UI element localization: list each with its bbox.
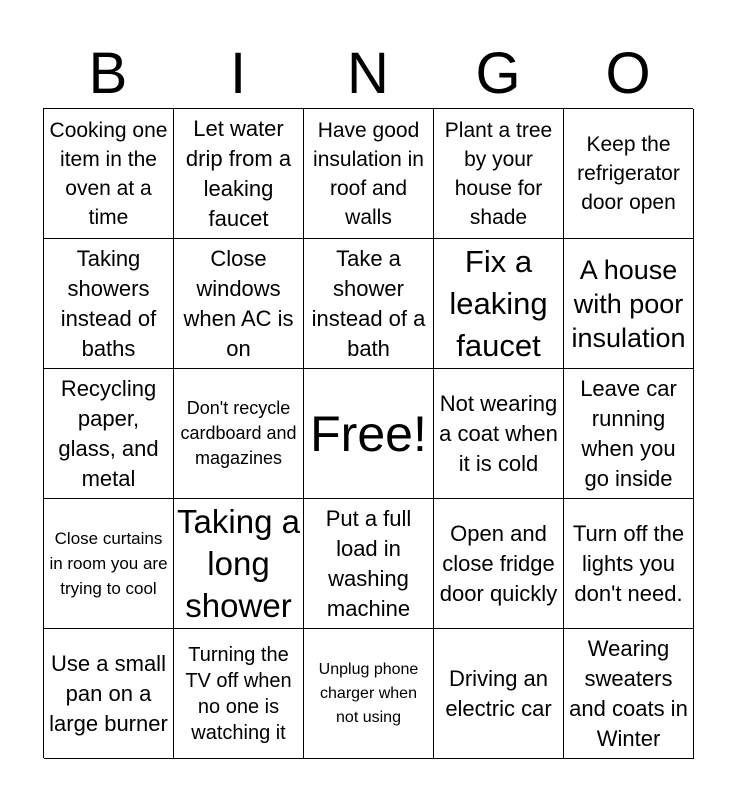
bingo-cell-r4c4[interactable] <box>434 499 564 629</box>
bingo-cell-text: Recycling paper, glass, and metal <box>58 375 159 491</box>
bingo-cell-text: Have good insulation in roof and walls <box>313 118 424 229</box>
bingo-cell-r1c3[interactable] <box>304 109 434 239</box>
bingo-cell-r5c5[interactable] <box>564 629 694 759</box>
bingo-cell-r3c5[interactable] <box>564 369 694 499</box>
bingo-cell-r1c2[interactable] <box>174 109 304 239</box>
bingo-cell-text: A house with poor insulation <box>571 254 686 353</box>
bingo-cell-r2c3[interactable] <box>304 239 434 369</box>
bingo-cell-r1c4[interactable] <box>434 109 564 239</box>
free-space-text: Free! <box>310 405 427 462</box>
bingo-cell-r3c4[interactable] <box>434 369 564 499</box>
bingo-cell-free[interactable] <box>304 369 434 499</box>
header-letter-g: G <box>475 41 521 106</box>
bingo-cell-text: Use a small pan on a large burner <box>49 650 168 736</box>
bingo-cell-text: Put a full load in washing machine <box>325 505 412 621</box>
bingo-cell-r1c1[interactable] <box>44 109 174 239</box>
bingo-cell-r2c4[interactable] <box>434 239 564 369</box>
bingo-cell-text: Don't recycle cardboard and magazines <box>180 398 297 468</box>
bingo-cell-r4c3[interactable] <box>304 499 434 629</box>
bingo-cell-r4c1[interactable] <box>44 499 174 629</box>
bingo-cell-r5c1[interactable] <box>44 629 174 759</box>
bingo-cell-text: Take a shower instead of a bath <box>311 245 426 361</box>
bingo-cell-text: Unplug phone charger when not using <box>318 660 419 726</box>
bingo-cell-text: Let water drip from a leaking faucet <box>185 115 292 231</box>
bingo-cell-text: Leave car running when you go inside <box>580 375 677 491</box>
header-letter-b: B <box>88 41 128 106</box>
bingo-cell-r5c3[interactable] <box>304 629 434 759</box>
header-letter-i: I <box>229 41 247 106</box>
bingo-cell-text: Fix a leaking faucet <box>449 243 548 363</box>
bingo-cell-text: Plant a tree by your house for shade <box>444 118 553 229</box>
bingo-cell-r4c5[interactable] <box>564 499 694 629</box>
bingo-cell-r5c2[interactable] <box>174 629 304 759</box>
bingo-header <box>43 40 693 108</box>
bingo-cell-r2c5[interactable] <box>564 239 694 369</box>
bingo-cell-text: Turning the TV off when no one is watching it <box>185 643 292 744</box>
bingo-cell-text: Taking a long shower <box>177 502 300 624</box>
bingo-cell-text: Driving an electric car <box>445 665 552 721</box>
bingo-cell-text: Close windows when AC is on <box>183 245 294 361</box>
bingo-cell-text: Wearing sweaters and coats in Winter <box>569 635 688 751</box>
bingo-cell-r3c2[interactable] <box>174 369 304 499</box>
bingo-cell-text: Close curtains in room you are trying to cool <box>49 529 168 598</box>
bingo-cell-r5c4[interactable] <box>434 629 564 759</box>
bingo-cell-r3c1[interactable] <box>44 369 174 499</box>
bingo-card-grid <box>43 108 693 758</box>
bingo-cell-text: Open and close fridge door quickly <box>439 520 558 606</box>
bingo-cell-r1c5[interactable] <box>564 109 694 239</box>
bingo-cell-text: Not wearing a coat when it is cold <box>439 390 558 476</box>
bingo-cell-text: Turn off the lights you don't need. <box>572 520 685 606</box>
header-letter-o: O <box>605 41 651 106</box>
bingo-cell-text: Taking showers instead of baths <box>60 245 157 361</box>
bingo-cell-text: Cooking one item in the oven at a time <box>49 118 168 229</box>
header-letter-n: N <box>347 41 389 106</box>
bingo-cell-r2c2[interactable] <box>174 239 304 369</box>
bingo-cell-r4c2[interactable] <box>174 499 304 629</box>
bingo-cell-r2c1[interactable] <box>44 239 174 369</box>
bingo-cell-text: Keep the refrigerator door open <box>577 133 680 214</box>
